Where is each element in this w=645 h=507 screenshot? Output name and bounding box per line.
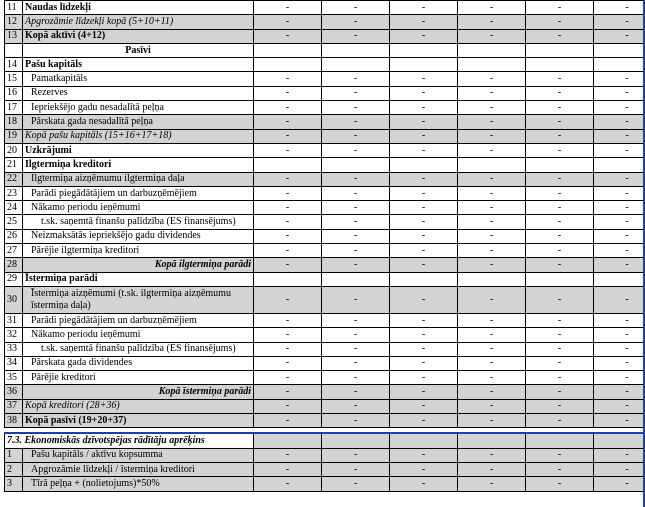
value-cell: - bbox=[526, 328, 594, 342]
value-cell: - bbox=[254, 129, 322, 143]
value-cell: - bbox=[390, 244, 458, 258]
row-label: Pārskata gada dividendes bbox=[23, 356, 254, 370]
table-row bbox=[5, 72, 645, 86]
value-cell bbox=[322, 158, 390, 172]
row-label: Neizmaksātās iepriekšējo gadu dividendes bbox=[23, 229, 254, 243]
value-cell: - bbox=[390, 313, 458, 327]
liabilities-table bbox=[4, 0, 645, 492]
value-cell: - bbox=[458, 399, 526, 413]
value-cell: - bbox=[458, 313, 526, 327]
value-cell: - bbox=[254, 186, 322, 200]
value-cell: - bbox=[526, 172, 594, 186]
value-cell: - bbox=[594, 477, 645, 491]
value-cell: - bbox=[254, 385, 322, 399]
row-label: Iepriekšējo gadu nesadalītā peļņa bbox=[23, 101, 254, 115]
value-cell: - bbox=[594, 115, 645, 129]
value-cell: - bbox=[254, 101, 322, 115]
row-number: 24 bbox=[5, 201, 23, 215]
row-label: Pārējie kreditori bbox=[23, 371, 254, 385]
row-label: Īstermiņa aizņēmumi (t.sk. ilgtermiņa aizņēmumu īstermiņa daļa) bbox=[23, 286, 254, 313]
value-cell: - bbox=[526, 399, 594, 413]
value-cell: - bbox=[526, 229, 594, 243]
value-cell: - bbox=[390, 385, 458, 399]
value-cell: - bbox=[526, 129, 594, 143]
value-cell: - bbox=[254, 1, 322, 15]
value-cell: - bbox=[322, 101, 390, 115]
value-cell: - bbox=[594, 244, 645, 258]
value-cell: - bbox=[254, 356, 322, 370]
value-cell: - bbox=[322, 328, 390, 342]
value-cell: - bbox=[526, 258, 594, 272]
value-cell bbox=[322, 43, 390, 57]
value-cell bbox=[526, 272, 594, 286]
value-cell: - bbox=[526, 143, 594, 157]
row-number: 13 bbox=[5, 29, 23, 43]
value-cell: - bbox=[390, 448, 458, 462]
value-cell: - bbox=[322, 201, 390, 215]
value-cell bbox=[322, 58, 390, 72]
value-cell: - bbox=[458, 101, 526, 115]
balance-sheet bbox=[4, 0, 640, 492]
table-row bbox=[5, 286, 645, 313]
value-cell bbox=[594, 43, 645, 57]
value-cell: - bbox=[594, 201, 645, 215]
row-label: Parādi piegādātājiem un darbuzņēmējiem bbox=[23, 186, 254, 200]
row-number: 32 bbox=[5, 328, 23, 342]
value-cell: - bbox=[254, 29, 322, 43]
value-cell: - bbox=[526, 201, 594, 215]
table-row bbox=[5, 385, 645, 399]
row-label: Apgrozāmie līdzekļi kopā (5+10+11) bbox=[23, 15, 254, 29]
value-cell: - bbox=[390, 29, 458, 43]
value-cell: - bbox=[322, 399, 390, 413]
value-cell: - bbox=[526, 448, 594, 462]
row-number: 21 bbox=[5, 158, 23, 172]
row-number: 3 bbox=[5, 477, 23, 491]
value-cell: - bbox=[390, 342, 458, 356]
value-cell bbox=[458, 272, 526, 286]
value-cell: - bbox=[322, 414, 390, 428]
value-cell: - bbox=[458, 462, 526, 476]
value-cell: - bbox=[390, 477, 458, 491]
value-cell: - bbox=[390, 328, 458, 342]
table-row bbox=[5, 356, 645, 370]
table-row bbox=[5, 229, 645, 243]
value-cell: - bbox=[322, 129, 390, 143]
value-cell: - bbox=[390, 1, 458, 15]
row-number: 19 bbox=[5, 129, 23, 143]
value-cell: - bbox=[526, 115, 594, 129]
row-label: Pamatkapitāls bbox=[23, 72, 254, 86]
value-cell: - bbox=[322, 342, 390, 356]
value-cell: - bbox=[594, 215, 645, 229]
value-cell: - bbox=[254, 201, 322, 215]
value-cell: - bbox=[458, 385, 526, 399]
value-cell: - bbox=[322, 286, 390, 313]
table-row bbox=[5, 414, 645, 428]
value-cell: - bbox=[390, 414, 458, 428]
value-cell bbox=[458, 433, 526, 448]
table-row bbox=[5, 272, 645, 286]
value-cell bbox=[322, 433, 390, 448]
table-row bbox=[5, 143, 645, 157]
row-number: 35 bbox=[5, 371, 23, 385]
value-cell: - bbox=[390, 356, 458, 370]
value-cell: - bbox=[390, 101, 458, 115]
table-row bbox=[5, 448, 645, 462]
value-cell: - bbox=[458, 229, 526, 243]
row-label: Pašu kapitāls bbox=[23, 58, 254, 72]
value-cell: - bbox=[458, 172, 526, 186]
row-label: Apgrozāmie līdzekļi / īstermiņa kreditori bbox=[23, 462, 254, 476]
value-cell: - bbox=[390, 115, 458, 129]
value-cell bbox=[390, 43, 458, 57]
value-cell: - bbox=[322, 371, 390, 385]
table-row bbox=[5, 328, 645, 342]
value-cell: - bbox=[594, 399, 645, 413]
value-cell: - bbox=[458, 328, 526, 342]
row-number: 16 bbox=[5, 86, 23, 100]
value-cell: - bbox=[254, 371, 322, 385]
value-cell bbox=[458, 158, 526, 172]
value-cell: - bbox=[322, 462, 390, 476]
table-row bbox=[5, 115, 645, 129]
row-number: 27 bbox=[5, 244, 23, 258]
table-row bbox=[5, 172, 645, 186]
value-cell: - bbox=[322, 29, 390, 43]
row-label: Nākamo periodu ieņēmumi bbox=[23, 328, 254, 342]
row-number: 23 bbox=[5, 186, 23, 200]
row-number: 12 bbox=[5, 15, 23, 29]
row-number: 37 bbox=[5, 399, 23, 413]
value-cell: - bbox=[458, 15, 526, 29]
value-cell bbox=[594, 58, 645, 72]
row-label: Īstermiņa parādi bbox=[23, 272, 254, 286]
row-label: Nākamo periodu ieņēmumi bbox=[23, 201, 254, 215]
value-cell: - bbox=[594, 29, 645, 43]
table-row bbox=[5, 15, 645, 29]
value-cell: - bbox=[322, 86, 390, 100]
value-cell: - bbox=[526, 385, 594, 399]
value-cell: - bbox=[594, 86, 645, 100]
value-cell: - bbox=[594, 342, 645, 356]
row-label: Pašu kapitāls / aktīvu kopsumma bbox=[23, 448, 254, 462]
value-cell bbox=[526, 43, 594, 57]
value-cell: - bbox=[254, 72, 322, 86]
value-cell: - bbox=[458, 215, 526, 229]
value-cell: - bbox=[254, 399, 322, 413]
value-cell: - bbox=[526, 356, 594, 370]
value-cell: - bbox=[254, 15, 322, 29]
value-cell: - bbox=[526, 101, 594, 115]
row-label: t.sk. saņemtā finanšu palīdzība (ES finansējums) bbox=[23, 342, 254, 356]
value-cell: - bbox=[390, 172, 458, 186]
value-cell: - bbox=[526, 342, 594, 356]
value-cell: - bbox=[594, 414, 645, 428]
value-cell: - bbox=[594, 143, 645, 157]
row-number: 29 bbox=[5, 272, 23, 286]
value-cell: - bbox=[254, 313, 322, 327]
value-cell: - bbox=[254, 258, 322, 272]
row-number: 2 bbox=[5, 462, 23, 476]
table-row bbox=[5, 101, 645, 115]
value-cell: - bbox=[594, 313, 645, 327]
value-cell: - bbox=[254, 414, 322, 428]
value-cell: - bbox=[390, 371, 458, 385]
table-row bbox=[5, 58, 645, 72]
value-cell: - bbox=[458, 448, 526, 462]
value-cell bbox=[254, 58, 322, 72]
value-cell: - bbox=[254, 143, 322, 157]
row-number: 17 bbox=[5, 101, 23, 115]
value-cell: - bbox=[458, 286, 526, 313]
value-cell bbox=[254, 433, 322, 448]
value-cell: - bbox=[254, 477, 322, 491]
value-cell: - bbox=[594, 101, 645, 115]
row-label: Ilgtermiņa kreditori bbox=[23, 158, 254, 172]
value-cell: - bbox=[594, 186, 645, 200]
value-cell: - bbox=[390, 399, 458, 413]
value-cell bbox=[458, 43, 526, 57]
value-cell: - bbox=[390, 86, 458, 100]
table-row bbox=[5, 186, 645, 200]
value-cell: - bbox=[390, 15, 458, 29]
value-cell: - bbox=[322, 15, 390, 29]
value-cell: - bbox=[594, 462, 645, 476]
value-cell: - bbox=[322, 244, 390, 258]
value-cell: - bbox=[526, 1, 594, 15]
value-cell bbox=[594, 272, 645, 286]
table-row bbox=[5, 244, 645, 258]
value-cell bbox=[390, 58, 458, 72]
row-label: Naudas līdzekļi bbox=[23, 1, 254, 15]
value-cell: - bbox=[594, 1, 645, 15]
row-label: Uzkrājumi bbox=[23, 143, 254, 157]
value-cell bbox=[526, 158, 594, 172]
row-number: 34 bbox=[5, 356, 23, 370]
value-cell: - bbox=[526, 244, 594, 258]
table-row bbox=[5, 313, 645, 327]
row-label: Pasīvi bbox=[23, 43, 254, 57]
row-label: Pārskata gada nesadalītā peļņa bbox=[23, 115, 254, 129]
value-cell: - bbox=[254, 215, 322, 229]
value-cell: - bbox=[594, 448, 645, 462]
value-cell: - bbox=[594, 371, 645, 385]
value-cell: - bbox=[322, 172, 390, 186]
value-cell: - bbox=[526, 371, 594, 385]
row-number: 25 bbox=[5, 215, 23, 229]
table-row bbox=[5, 29, 645, 43]
value-cell: - bbox=[526, 86, 594, 100]
value-cell: - bbox=[390, 143, 458, 157]
value-cell: - bbox=[322, 72, 390, 86]
row-label: Kopā kreditori (28+36) bbox=[23, 399, 254, 413]
value-cell: - bbox=[526, 477, 594, 491]
table-row bbox=[5, 371, 645, 385]
row-number: 18 bbox=[5, 115, 23, 129]
value-cell: - bbox=[594, 328, 645, 342]
row-label: Kopā pašu kapitāls (15+16+17+18) bbox=[23, 129, 254, 143]
table-row bbox=[5, 462, 645, 476]
table-row bbox=[5, 86, 645, 100]
value-cell: - bbox=[458, 477, 526, 491]
value-cell: - bbox=[254, 286, 322, 313]
value-cell bbox=[322, 272, 390, 286]
row-number: 38 bbox=[5, 414, 23, 428]
value-cell: - bbox=[322, 356, 390, 370]
value-cell: - bbox=[526, 286, 594, 313]
value-cell: - bbox=[322, 385, 390, 399]
value-cell: - bbox=[458, 1, 526, 15]
row-number bbox=[5, 43, 23, 57]
value-cell: - bbox=[390, 186, 458, 200]
value-cell: - bbox=[322, 215, 390, 229]
table-row bbox=[5, 158, 645, 172]
section-header bbox=[5, 433, 645, 448]
value-cell: - bbox=[594, 258, 645, 272]
value-cell: - bbox=[526, 186, 594, 200]
row-number: 22 bbox=[5, 172, 23, 186]
value-cell bbox=[526, 433, 594, 448]
value-cell bbox=[254, 43, 322, 57]
value-cell: - bbox=[322, 258, 390, 272]
value-cell: - bbox=[594, 356, 645, 370]
value-cell: - bbox=[322, 1, 390, 15]
value-cell: - bbox=[322, 313, 390, 327]
value-cell: - bbox=[390, 258, 458, 272]
value-cell bbox=[254, 272, 322, 286]
value-cell: - bbox=[254, 328, 322, 342]
section-title: 7.3. Ekonomiskās dzīvotspējas rādītāju aprēķins bbox=[5, 433, 254, 448]
value-cell: - bbox=[458, 244, 526, 258]
value-cell bbox=[526, 58, 594, 72]
value-cell: - bbox=[390, 129, 458, 143]
row-label: Tīrā peļņa + (nolietojums)*50% bbox=[23, 477, 254, 491]
value-cell: - bbox=[254, 115, 322, 129]
value-cell bbox=[390, 272, 458, 286]
row-label: Kopā aktīvi (4+12) bbox=[23, 29, 254, 43]
row-number: 31 bbox=[5, 313, 23, 327]
value-cell: - bbox=[322, 229, 390, 243]
value-cell: - bbox=[322, 143, 390, 157]
row-number: 1 bbox=[5, 448, 23, 462]
value-cell: - bbox=[594, 286, 645, 313]
value-cell: - bbox=[594, 129, 645, 143]
value-cell bbox=[594, 433, 645, 448]
table-row bbox=[5, 129, 645, 143]
value-cell: - bbox=[458, 342, 526, 356]
value-cell: - bbox=[594, 15, 645, 29]
value-cell bbox=[458, 58, 526, 72]
value-cell: - bbox=[254, 462, 322, 476]
value-cell bbox=[390, 433, 458, 448]
value-cell: - bbox=[458, 356, 526, 370]
value-cell: - bbox=[458, 129, 526, 143]
value-cell: - bbox=[254, 448, 322, 462]
value-cell: - bbox=[390, 462, 458, 476]
row-number: 20 bbox=[5, 143, 23, 157]
value-cell: - bbox=[390, 286, 458, 313]
value-cell: - bbox=[594, 385, 645, 399]
row-number: 14 bbox=[5, 58, 23, 72]
value-cell: - bbox=[526, 462, 594, 476]
table-row bbox=[5, 477, 645, 491]
row-label: Ilgtermiņa aizņēmumu ilgtermiņa daļa bbox=[23, 172, 254, 186]
value-cell: - bbox=[458, 371, 526, 385]
value-cell: - bbox=[254, 229, 322, 243]
value-cell: - bbox=[458, 143, 526, 157]
row-number: 15 bbox=[5, 72, 23, 86]
table-row bbox=[5, 201, 645, 215]
value-cell: - bbox=[594, 72, 645, 86]
row-label: Kopā īstermiņa parādi bbox=[23, 385, 254, 399]
value-cell: - bbox=[390, 229, 458, 243]
row-label: Parādi piegādātājiem un darbuzņēmējiem bbox=[23, 313, 254, 327]
value-cell: - bbox=[526, 215, 594, 229]
row-number: 26 bbox=[5, 229, 23, 243]
row-number: 28 bbox=[5, 258, 23, 272]
table-row bbox=[5, 215, 645, 229]
value-cell: - bbox=[458, 115, 526, 129]
value-cell: - bbox=[594, 229, 645, 243]
value-cell: - bbox=[390, 72, 458, 86]
value-cell: - bbox=[526, 414, 594, 428]
value-cell: - bbox=[322, 115, 390, 129]
row-label: Rezerves bbox=[23, 86, 254, 100]
table-row bbox=[5, 1, 645, 15]
row-number: 36 bbox=[5, 385, 23, 399]
row-number: 30 bbox=[5, 286, 23, 313]
value-cell: - bbox=[458, 414, 526, 428]
value-cell: - bbox=[458, 201, 526, 215]
value-cell: - bbox=[322, 186, 390, 200]
value-cell: - bbox=[322, 448, 390, 462]
value-cell bbox=[254, 158, 322, 172]
value-cell: - bbox=[254, 86, 322, 100]
row-number: 11 bbox=[5, 1, 23, 15]
value-cell: - bbox=[322, 477, 390, 491]
value-cell: - bbox=[254, 244, 322, 258]
value-cell: - bbox=[526, 72, 594, 86]
table-row bbox=[5, 399, 645, 413]
table-row bbox=[5, 342, 645, 356]
table-row bbox=[5, 258, 645, 272]
value-cell: - bbox=[526, 313, 594, 327]
value-cell: - bbox=[390, 215, 458, 229]
value-cell: - bbox=[254, 342, 322, 356]
row-label: t.sk. saņemtā finanšu palīdzība (ES finansējums) bbox=[23, 215, 254, 229]
value-cell: - bbox=[526, 15, 594, 29]
value-cell: - bbox=[458, 258, 526, 272]
value-cell bbox=[594, 158, 645, 172]
value-cell: - bbox=[390, 201, 458, 215]
value-cell: - bbox=[254, 172, 322, 186]
row-number: 33 bbox=[5, 342, 23, 356]
value-cell: - bbox=[458, 29, 526, 43]
value-cell: - bbox=[458, 72, 526, 86]
value-cell: - bbox=[594, 172, 645, 186]
value-cell: - bbox=[458, 86, 526, 100]
value-cell: - bbox=[526, 29, 594, 43]
row-label: Pārējie ilgtermiņa kreditori bbox=[23, 244, 254, 258]
value-cell: - bbox=[458, 186, 526, 200]
table-row bbox=[5, 43, 645, 57]
value-cell bbox=[390, 158, 458, 172]
row-label: Kopā ilgtermiņa parādi bbox=[23, 258, 254, 272]
row-label: Kopā pasīvi (19+20+37) bbox=[23, 414, 254, 428]
